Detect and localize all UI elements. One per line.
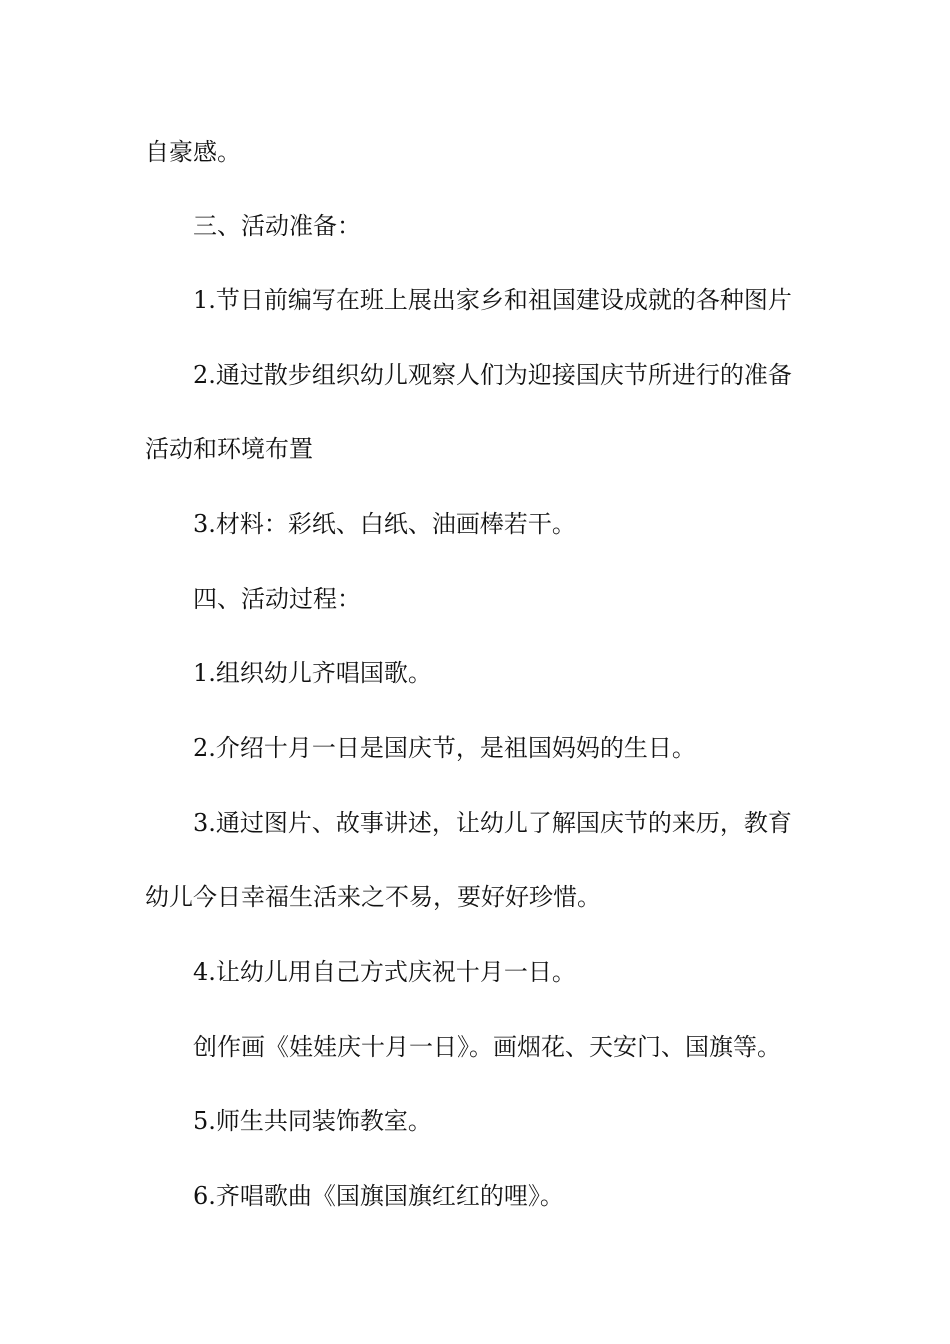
list-item: 2.通过散步组织幼儿观察人们为迎接国庆节所进行的准备: [193, 361, 792, 389]
section-heading: 三、活动准备：: [193, 212, 361, 240]
list-item: 3.材料：彩纸、白纸、油画棒若干。: [193, 510, 576, 538]
paragraph-line: 自豪感。: [145, 138, 241, 166]
list-item: 5.师生共同装饰教室。: [193, 1107, 432, 1135]
list-item: 1.节日前编写在班上展出家乡和祖国建设成就的各种图片: [193, 286, 792, 314]
list-item: 4.让幼儿用自己方式庆祝十月一日。: [193, 958, 576, 986]
section-heading: 四、活动过程：: [193, 585, 361, 613]
list-item: 2.介绍十月一日是国庆节，是祖国妈妈的生日。: [193, 734, 696, 762]
paragraph-line: 创作画《娃娃庆十月一日》。画烟花、天安门、国旗等。: [193, 1033, 781, 1061]
paragraph-line: 活动和环境布置: [145, 435, 313, 463]
list-item: 6.齐唱歌曲《国旗国旗红红的哩》。: [193, 1182, 564, 1210]
list-item: 3.通过图片、故事讲述，让幼儿了解国庆节的来历，教育: [193, 809, 792, 837]
list-item: 1.组织幼儿齐唱国歌。: [193, 659, 432, 687]
paragraph-line: 幼儿今日幸福生活来之不易，要好好珍惜。: [145, 883, 601, 911]
